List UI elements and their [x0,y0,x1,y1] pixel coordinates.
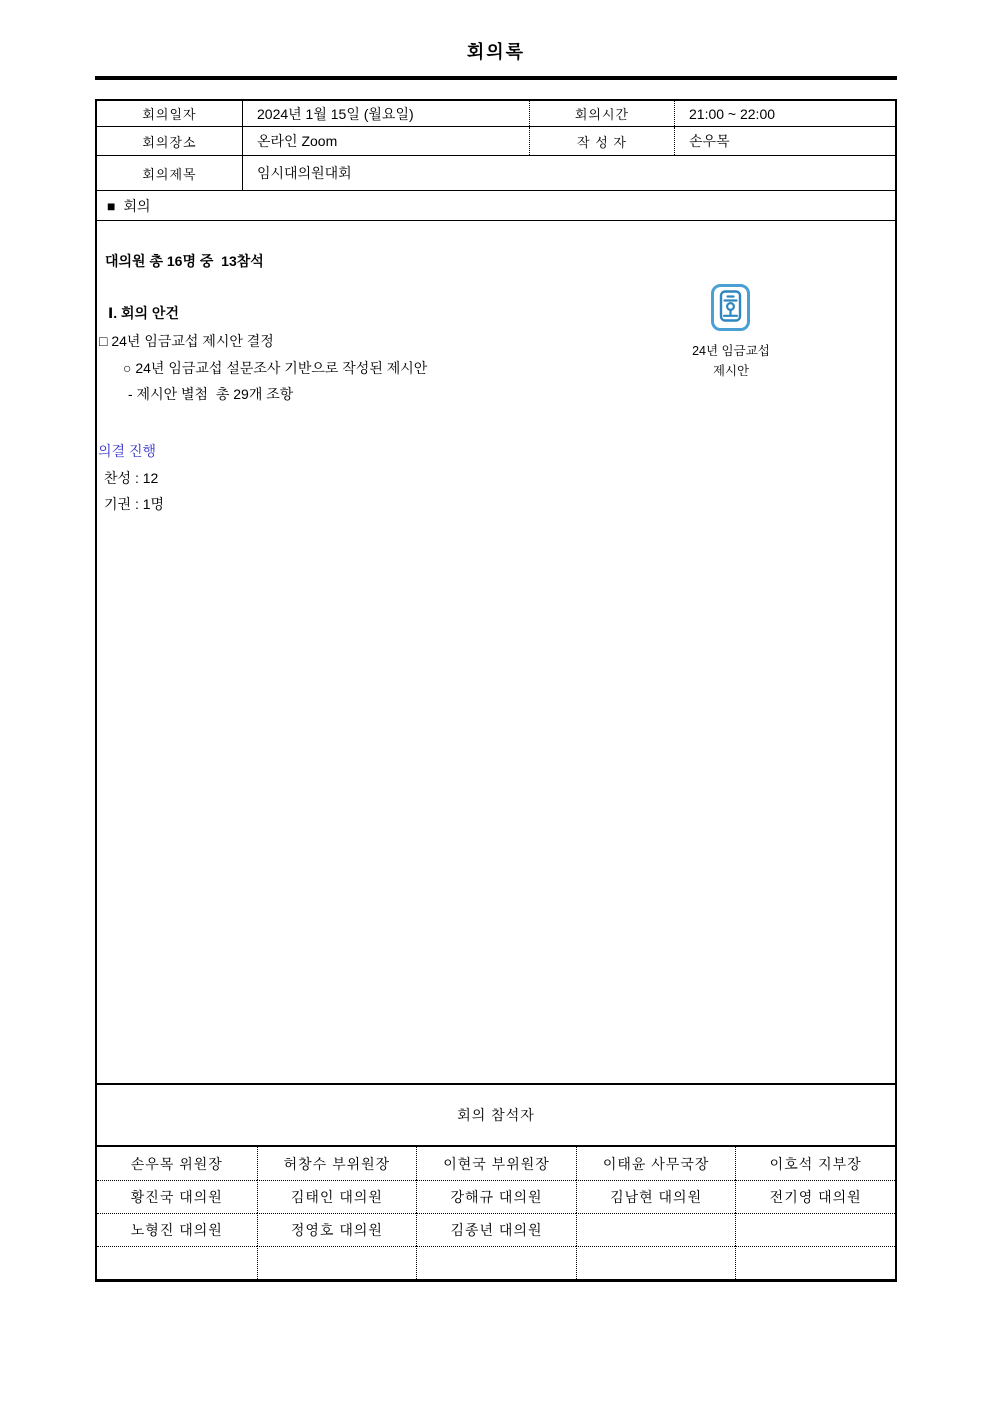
meeting-subject-label: 회의제목 [142,166,197,182]
meeting-subject-value: 임시대의원대회 [242,156,895,190]
info-row-date-time [97,101,895,127]
attendee-cell: 황진국 대의원 [97,1180,257,1213]
attendee-cell [576,1246,736,1279]
agenda-heading: Ⅰ. 회의 안건 [108,305,179,321]
section-label: 회의 [123,197,151,214]
minutes-document-table [95,99,897,1282]
attendance-summary: 대의원 총 16명 중 13참석 [105,253,264,269]
attendee-cell: 김남현 대의원 [576,1180,736,1213]
hwp-file-icon[interactable] [710,283,752,333]
attendee-cell [257,1246,417,1279]
author-label: 작 성 자 [529,127,674,155]
attendee-cell: 이호석 지부장 [735,1147,895,1180]
agenda-item: □ 24년 임금교섭 제시안 결정 [99,333,274,349]
info-row-place-author [97,127,895,156]
meeting-time-value: 21:00 ~ 22:00 [674,101,895,126]
attendee-cell: 김태인 대의원 [257,1180,417,1213]
attendee-cell: 이현국 부위원장 [416,1147,576,1180]
attachment-caption-line2: 제시안 [712,364,750,378]
attendee-cell [735,1213,895,1246]
vote-abstain-count: 기권 : 1명 [104,496,165,512]
attachment-caption-line1: 24년 임금교섭 [692,344,770,358]
attendee-cell: 전기영 대의원 [735,1180,895,1213]
meeting-body [97,221,895,1085]
participants-header: 회의 참석자 [97,1085,895,1147]
attendee-cell: 김종년 대의원 [416,1213,576,1246]
agenda-note: - 제시안 별첨 총 29개 조항 [128,386,294,402]
meeting-date-value: 2024년 1월 15일 (월요일) [242,101,529,126]
attendee-cell [576,1213,736,1246]
attendee-cell [97,1246,257,1279]
attendee-cell [416,1246,576,1279]
section-header-meeting [97,191,895,221]
meeting-time-label: 회의시간 [529,101,674,126]
page-title: 회의록 [466,42,526,62]
info-row-subject [97,156,895,191]
participants-table [97,1147,895,1279]
meeting-date-label: 회의일자 [142,107,197,122]
meeting-place-label: 회의장소 [142,134,197,150]
attendee-cell: 이태윤 사무국장 [576,1147,736,1180]
meeting-place-value: 온라인 Zoom [242,127,529,155]
attendee-cell: 정영호 대의원 [257,1213,417,1246]
attendee-cell: 강해규 대의원 [416,1180,576,1213]
attendee-cell: 허창수 부위원장 [257,1147,417,1180]
vote-yes-count: 찬성 : 12 [104,470,159,486]
author-value: 손우목 [674,127,895,155]
attendee-cell [735,1246,895,1279]
agenda-sub-item: ○ 24년 임금교섭 설문조사 기반으로 작성된 제시안 [123,360,428,376]
title-divider-rule [95,76,897,80]
attendee-cell: 손우목 위원장 [130,1155,223,1172]
attached-file[interactable] [651,283,811,381]
attendee-cell: 노형진 대의원 [97,1213,257,1246]
vote-heading: 의결 진행 [98,443,156,459]
black-square-icon: ■ [107,197,116,214]
